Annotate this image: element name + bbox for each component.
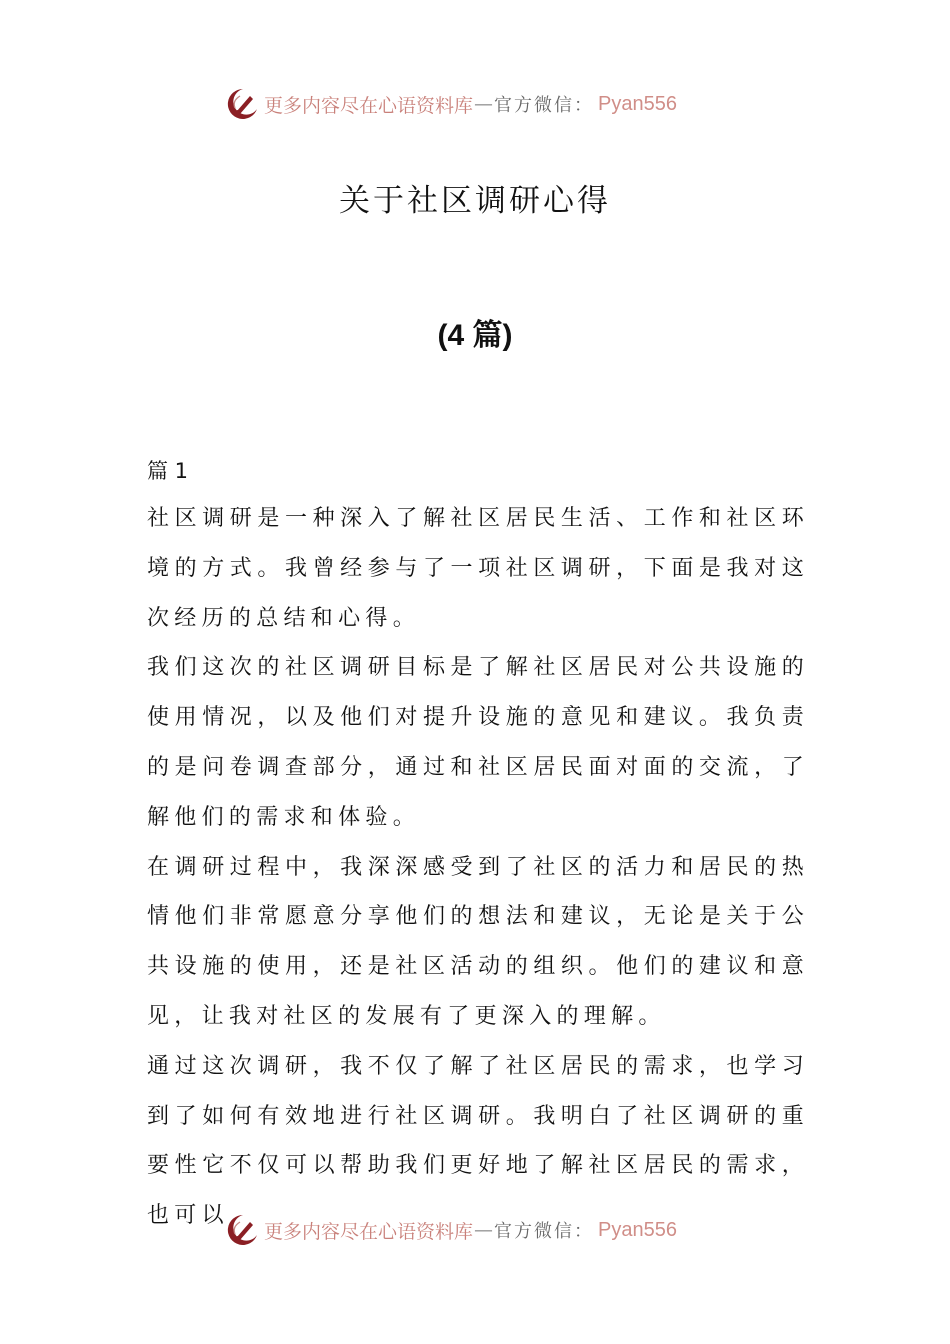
paragraph: 在调研过程中，我深深感受到了社区的活力和居民的热情他们非常愿意分享他们的想法和建议，无论是关于公共设施的使用，还是社区活动的组织。他们的建议和意见，让我对社区的发展有了更深入的理解。 (147, 854, 809, 1029)
banner-slogan: 更多内容尽在心语资料库 (264, 1220, 474, 1243)
document-subtitle: (4 篇) (437, 319, 513, 352)
banner-slogan: 更多内容尽在心语资料库 (264, 94, 474, 117)
banner-wechat-id: Pyan556 (598, 92, 677, 115)
banner-wechat-label: 官方微信： (494, 95, 595, 116)
banner-wechat-id: Pyan556 (598, 1218, 677, 1241)
paragraph: 我们这次的社区调研目标是了解社区居民对公共设施的使用情况，以及他们对提升设施的意见和建议。我负责的是问卷调查部分，通过和社区居民面对面的交流，了解他们的需求和体验。 (147, 655, 809, 830)
quill-pen-logo-icon (226, 87, 260, 121)
footer-banner (226, 1212, 677, 1248)
banner-wechat-label: 官方微信： (494, 1221, 595, 1242)
header-banner (226, 86, 677, 122)
section-label: 篇 1 (147, 459, 189, 483)
document-body (147, 494, 809, 1241)
banner-dash: — (474, 93, 494, 115)
paragraph: 通过这次调研，我不仅了解了社区居民的需求，也学习到了如何有效地进行社区调研。我明白了社区调研的重要性它不仅可以帮助我们更好地了解社区居民的需求，也可以 (147, 1053, 809, 1229)
banner-dash: — (474, 1219, 494, 1241)
document-title: 关于社区调研心得 (339, 183, 611, 219)
paragraph: 社区调研是一种深入了解社区居民生活、工作和社区环境的方式。我曾经参与了一项社区调研，下面是我对这次经历的总结和心得。 (147, 506, 809, 631)
quill-pen-logo-icon (226, 1213, 260, 1247)
